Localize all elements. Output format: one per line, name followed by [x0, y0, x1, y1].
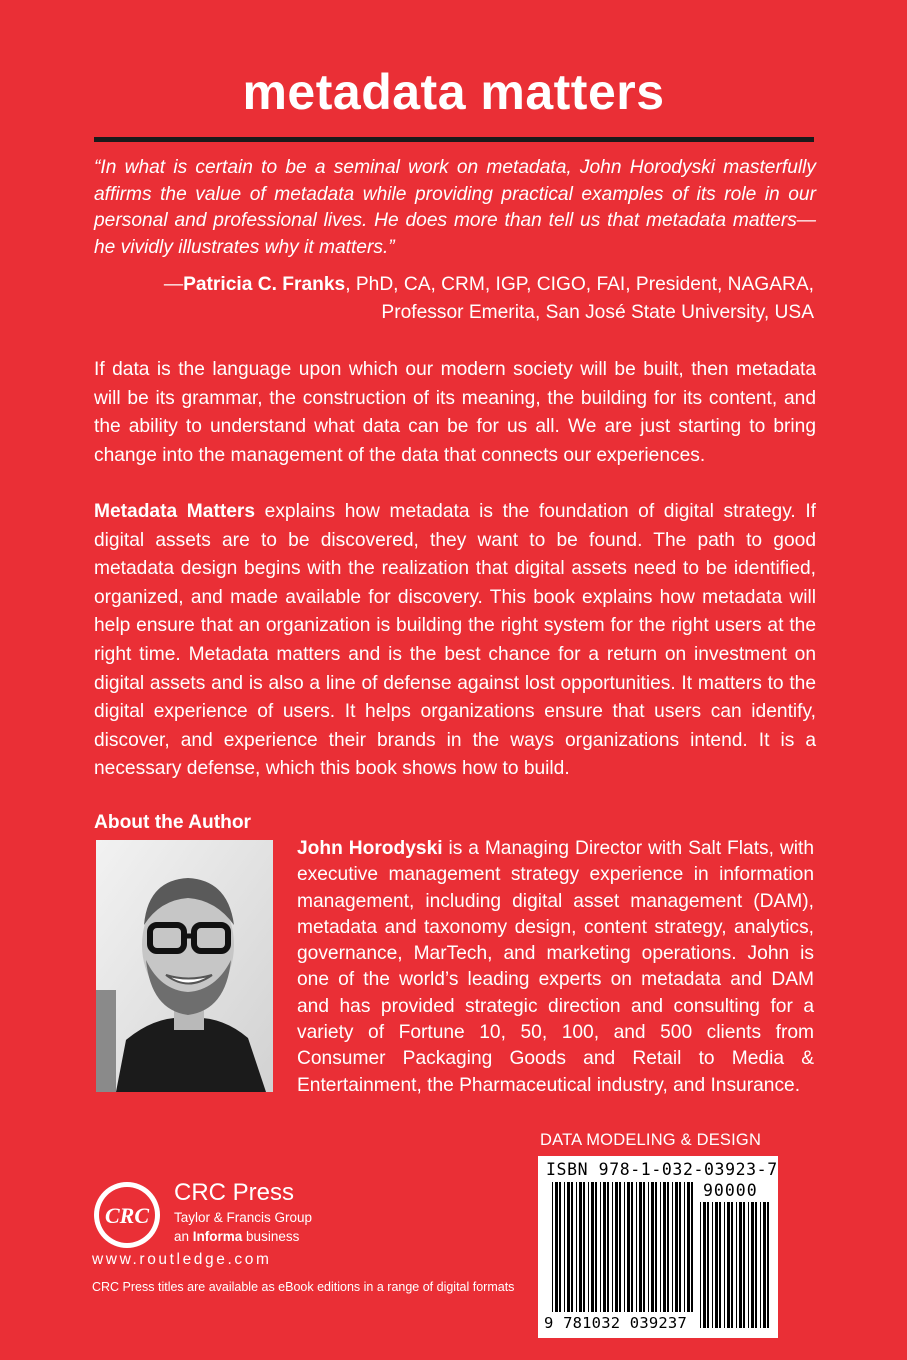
crc-logo-text: CRC — [104, 1203, 150, 1228]
barcode-bar — [559, 1182, 561, 1312]
crc-logo-icon — [92, 1180, 162, 1250]
price-addon: 90000 — [703, 1181, 758, 1200]
attribution-dash: — — [163, 274, 184, 295]
barcode-bar — [684, 1182, 685, 1312]
barcode-bar — [751, 1202, 754, 1328]
barcode-bar — [624, 1182, 625, 1312]
publisher-group: Taylor & Francis Group — [174, 1210, 313, 1225]
barcode-bar — [595, 1182, 597, 1312]
barcode-bar — [600, 1182, 601, 1312]
barcode-bar — [576, 1182, 577, 1312]
author-name: John Horodyski — [297, 838, 443, 859]
author-portrait-image — [96, 840, 273, 1092]
publisher-website: www.routledge.com — [92, 1251, 272, 1268]
barcode-bar — [724, 1202, 725, 1328]
barcode-bar — [663, 1182, 666, 1312]
barcode-bar — [748, 1202, 749, 1328]
barcode-bar — [712, 1202, 713, 1328]
endorser-name: Patricia C. Franks — [183, 274, 346, 295]
barcode-bar — [675, 1182, 678, 1312]
barcode-bar — [579, 1182, 582, 1312]
endorser-credentials: , PhD, CA, CRM, IGP, CIGO, FAI, President, NAGARA, — [345, 274, 814, 295]
barcode-bar — [555, 1182, 558, 1312]
barcode-bar — [583, 1182, 585, 1312]
barcode-bar — [736, 1202, 737, 1328]
description-paragraph-1: If data is the language upon which our modern society will be built, then metadata will be its grammar, the construction of its meaning, the building for its content, and the ability to understand what data can be for us all. We are just starting to bring change into the management of the data that connects our experiences. — [94, 359, 816, 466]
barcode-bar — [763, 1202, 766, 1328]
isbn-number: ISBN 978-1-032-03923-7 — [546, 1160, 778, 1179]
isbn-barcode — [538, 1156, 778, 1338]
barcode-bar — [564, 1182, 565, 1312]
subject-category: DATA MODELING & DESIGN — [540, 1131, 762, 1149]
endorsement-attribution — [94, 271, 814, 327]
title-divider — [94, 137, 814, 142]
barcode-bar — [687, 1182, 690, 1312]
barcode-bar — [552, 1182, 553, 1312]
endorsement-quote: “In what is certain to be a seminal work on metadata, John Horodyski masterfully affirms the value of metadata while providing practical examples of its role in our personal and professional lives. He does more than tell us that metadata matters—he vividly illustrates why it matters.” — [94, 157, 816, 258]
barcode-bar — [707, 1202, 709, 1328]
barcode-bar — [739, 1202, 742, 1328]
author-bio-text: is a Managing Director with Salt Flats, with executive management strategy experience in information management, including digital asset management (DAM), metadata and taxonomy design, content strategy, analytics, governance, MarTech, and marketing operations. John is one of the world’s leading experts on metadata and DAM and has provided strategic direction and consulting for a variety of Fortune 10, 50, 100, and 500 clients from Consumer Packaging Goods and Retail to Media & Entertainment, the Pharmaceutical industry, and Insurance. — [297, 838, 814, 1096]
barcode-bar — [691, 1182, 693, 1312]
barcode-bar — [760, 1202, 761, 1328]
book-title: metadata matters — [242, 64, 665, 120]
author-bio — [297, 836, 814, 1099]
barcode-bar — [700, 1202, 701, 1328]
crc-logo — [92, 1180, 162, 1250]
description-body: explains how metadata is the foundation of digital strategy. If digital assets are to be discovered, they want to be found. The path to good metadata design begins with the realization that digital assets need to be identified, organized, and made available for discovery. This book explains how metadata will help ensure that an organization is building the right system for the right users at the right time. Metadata matters and is the best chance for a return on investment on digital assets and is also a line of defense against lost opportunities. It matters to the digital experience of users. It helps organizations ensure that users can identify, discover, and experience their brands in the ways organizations intend. It is a necessary defense, which this book shows how to build. — [94, 501, 817, 780]
barcode-bar — [607, 1182, 609, 1312]
barcode-bar — [660, 1182, 661, 1312]
endorser-affiliation: Professor Emerita, San José State University, USA — [381, 302, 814, 323]
informa-prefix: an — [174, 1229, 193, 1244]
barcode-bar — [755, 1202, 757, 1328]
barcode-bar — [612, 1182, 613, 1312]
barcode-bar — [743, 1202, 745, 1328]
barcode-bar — [727, 1202, 730, 1328]
publisher-name: CRC Press — [174, 1179, 295, 1206]
barcode-bar — [655, 1182, 657, 1312]
ebook-note: CRC Press titles are available as eBook editions in a range of digital formats — [92, 1280, 515, 1294]
barcode-bar — [639, 1182, 642, 1312]
book-title-inline: Metadata Matters — [94, 501, 256, 522]
barcode-bar — [567, 1182, 570, 1312]
barcode-bar — [643, 1182, 645, 1312]
author-photo — [96, 840, 273, 1092]
barcode-bar — [672, 1182, 673, 1312]
barcode-bar — [636, 1182, 637, 1312]
informa-suffix: business — [242, 1229, 300, 1244]
informa-name: Informa — [192, 1229, 243, 1244]
barcode-bar — [631, 1182, 633, 1312]
barcode-bar — [719, 1202, 721, 1328]
barcode-bar — [591, 1182, 594, 1312]
barcode-bar — [615, 1182, 618, 1312]
publisher-informa — [174, 1228, 299, 1246]
ean-digits: 9 781032 039237 — [544, 1314, 687, 1332]
barcode-bar — [603, 1182, 606, 1312]
barcode-bar — [767, 1202, 769, 1328]
barcode-bar — [619, 1182, 621, 1312]
barcode-bar — [627, 1182, 630, 1312]
barcode-bar — [571, 1182, 573, 1312]
barcode-bar — [715, 1202, 718, 1328]
barcode-bar — [731, 1202, 733, 1328]
barcode-bars — [538, 1156, 778, 1338]
barcode-bar — [703, 1202, 706, 1328]
barcode-bar — [588, 1182, 589, 1312]
barcode-bar — [651, 1182, 654, 1312]
barcode-bar — [667, 1182, 669, 1312]
barcode-bar — [648, 1182, 649, 1312]
barcode-bar — [679, 1182, 681, 1312]
description-paragraph-2 — [94, 498, 816, 784]
about-author-heading: About the Author — [94, 812, 252, 833]
